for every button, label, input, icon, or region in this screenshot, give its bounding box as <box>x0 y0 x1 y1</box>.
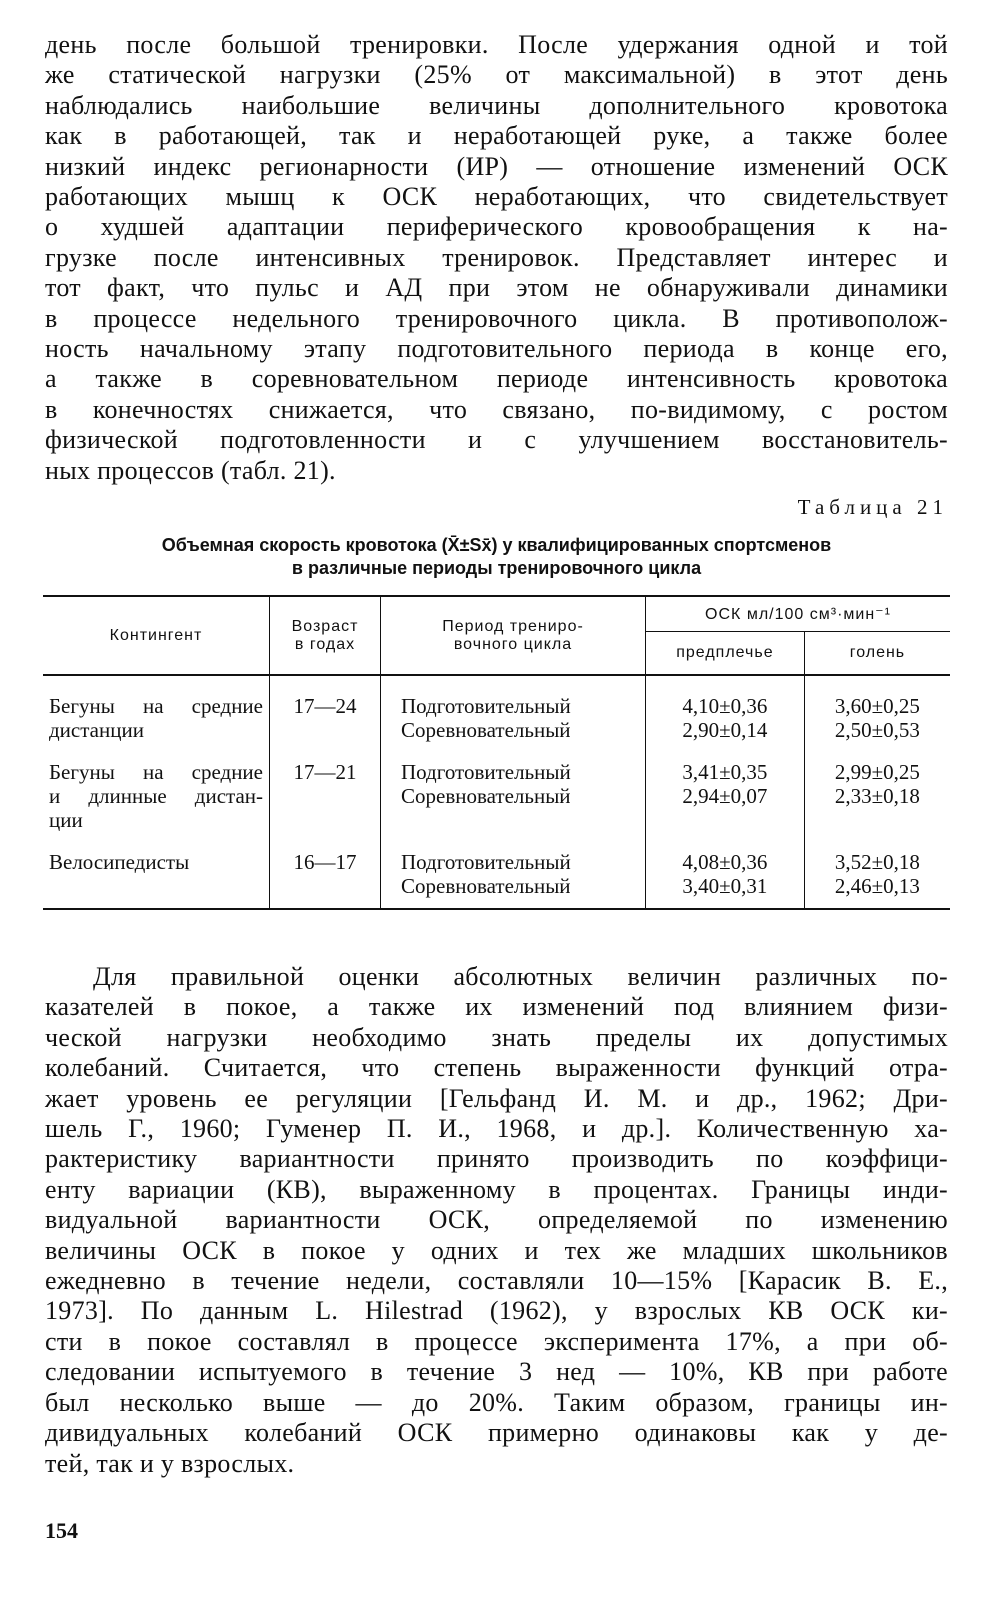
cell-age: 16—17 <box>270 846 381 909</box>
text-line: 1973]. По данным L. Hilestrad (1962), у взрослых КВ ОСК ки- <box>45 1296 948 1326</box>
text-line: ных процессов (табл. 21). <box>45 455 336 485</box>
text-line: колебаний. Считается, что степень выраженности функций отра- <box>45 1053 948 1083</box>
cell-forearm: 4,10±0,36 2,90±0,14 <box>646 675 805 756</box>
text-line: сти в покое составлял в процессе эксперимента 17%, а при об- <box>45 1326 948 1356</box>
page-number: 154 <box>45 1518 78 1543</box>
text-line: о худшей адаптации периферического кровообращения к на- <box>45 212 948 242</box>
table-row <box>43 675 950 756</box>
header-period: Период трениро- вочного цикла <box>381 596 646 675</box>
table-row <box>43 846 950 909</box>
text-line: величины ОСК в покое у одних и тех же младших школьников <box>45 1235 948 1265</box>
text-line: следовании испытуемого в течение 3 нед — 10%, КВ при работе <box>45 1357 948 1387</box>
table-row <box>43 756 950 846</box>
text-line: а также в соревновательном периоде интенсивность кровотока <box>45 364 948 394</box>
table-title <box>45 534 948 580</box>
text-line: енту вариации (КВ), выраженному в процентах. Границы инди- <box>45 1174 948 1204</box>
text-line: как в работающей, так и неработающей руке, а также более <box>45 121 948 151</box>
text-line: день после большой тренировки. После удержания одной и той <box>45 30 948 59</box>
text-line: же статической нагрузки (25% от максимальной) в этот день <box>45 60 948 90</box>
header-contingent: Контингент <box>43 596 270 675</box>
text-line: Для правильной оценки абсолютных величин различных по- <box>93 962 948 991</box>
cell-shin: 2,99±0,25 2,33±0,18 <box>834 760 920 808</box>
cell-forearm: 4,08±0,36 3,40±0,31 <box>646 846 805 909</box>
text-line: рактеристику вариантности принято производить по коэффици- <box>45 1144 948 1174</box>
cell-shin: 3,60±0,25 2,50±0,53 <box>834 694 920 742</box>
text-line: грузке после интенсивных тренировок. Представляет интерес и <box>45 242 948 272</box>
header-age: Возраст в годах <box>270 596 381 675</box>
text-line: физической подготовленности и с улучшением восстановитель- <box>45 425 948 455</box>
text-line: жает уровень ее регуляции [Гельфанд И. М. и др., 1962; Дри- <box>45 1083 948 1113</box>
text-line: был несколько выше — до 20%. Таким образом, границы ин- <box>45 1387 948 1417</box>
cell-contingent: Бегуны на средние дистанции <box>43 675 270 756</box>
table-label: Таблица 21 <box>797 495 948 519</box>
text-line: ежедневно в течение недели, составляли 10—15% [Карасик В. Е., <box>45 1266 948 1296</box>
cell-age: 17—24 <box>270 675 381 756</box>
text-line: казателей в покое, а также их изменений под влиянием физи- <box>45 992 948 1022</box>
table-title-line: Объемная скорость кровотока (X̄±Sx̄) у квалифицированных спортсменов <box>161 535 832 555</box>
blood-flow-table <box>43 595 950 910</box>
paragraph-2 <box>45 962 948 1479</box>
text-line: в процессе недельного тренировочного цикла. В противополож- <box>45 303 948 333</box>
text-line: дивидуальных колебаний ОСК примерно одинаковы как у де- <box>45 1418 948 1448</box>
text-line: тей, так и у взрослых. <box>45 1448 295 1478</box>
header-shin: голень <box>804 632 950 676</box>
cell-period: Подготовительный Соревновательный <box>381 846 646 909</box>
text-line: ческой нагрузки необходимо знать пределы их допустимых <box>45 1022 948 1052</box>
header-osk: ОСК мл/100 см³·мин⁻¹ <box>646 596 951 632</box>
header-forearm: предплечье <box>646 632 805 676</box>
text-line: низкий индекс регионарности (ИР) — отношение изменений ОСК <box>45 151 948 181</box>
paragraph-1 <box>45 30 948 486</box>
cell-age: 17—21 <box>270 756 381 846</box>
text-line: в конечностях снижается, что связано, по-видимому, с ростом <box>45 394 948 424</box>
text-line: видуальной вариантности ОСК, определяемой по изменению <box>45 1205 948 1235</box>
text-line: тот факт, что пульс и АД при этом не обнаруживали динамики <box>45 273 948 303</box>
cell-period: Подготовительный Соревновательный <box>381 675 646 756</box>
text-line: работающих мышц к ОСК неработающих, что свидетельствует <box>45 182 948 212</box>
cell-forearm: 3,41±0,35 2,94±0,07 <box>646 756 805 846</box>
cell-contingent: Бегуны на средние и длинные дистан- ции <box>43 756 270 846</box>
text-line: наблюдались наибольшие величины дополнительного кровотока <box>45 90 948 120</box>
text-line: ность начальному этапу подготовительного периода в конце его, <box>45 334 948 364</box>
cell-shin: 3,52±0,18 2,46±0,13 <box>804 846 950 909</box>
cell-period: Подготовительный Соревновательный <box>381 756 646 846</box>
table-title-line: в различные периоды тренировочного цикла <box>291 558 702 578</box>
text-line: шель Г., 1960; Гуменер П. И., 1968, и др.]. Количественную ха- <box>45 1114 948 1144</box>
cell-contingent: Велосипедисты <box>43 846 270 909</box>
